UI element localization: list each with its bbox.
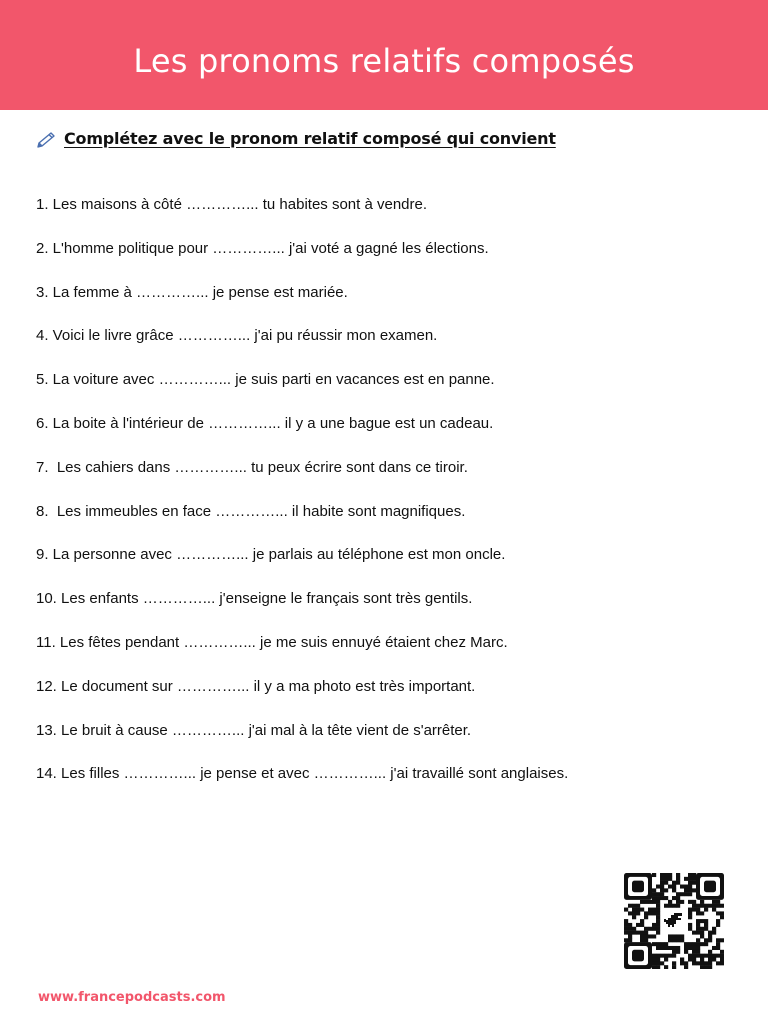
- exercise-item: 8. Les immeubles en face …………... il habite sont magnifiques.: [36, 502, 466, 520]
- exercise-item: 3. La femme à …………... je pense est mariée.: [36, 283, 348, 301]
- pencil-icon: [36, 128, 58, 148]
- page-title: Les pronoms relatifs composés: [133, 42, 635, 80]
- exercise-item: 10. Les enfants …………... j'enseigne le français sont très gentils.: [36, 590, 473, 608]
- exercise-item: 7. Les cahiers dans …………... tu peux écrire sont dans ce tiroir.: [36, 458, 468, 476]
- exercise-item: 13. Le bruit à cause …………... j'ai mal à la tête vient de s'arrêter.: [36, 721, 472, 739]
- exercise-item: 1. Les maisons à côté …………... tu habites sont à vendre.: [36, 196, 428, 213]
- exercise-item: 5. La voiture avec …………... je suis parti en vacances est en panne.: [36, 371, 495, 389]
- dinosaur-icon: [664, 913, 682, 927]
- exercise-item: 2. L'homme politique pour …………... j'ai voté a gagné les élections.: [36, 239, 489, 257]
- exercise-item: 6. La boite à l'intérieur de …………... il y a une bague est un cadeau.: [36, 414, 494, 432]
- exercise-item: 11. Les fêtes pendant …………... je me suis ennuyé étaient chez Marc.: [36, 633, 508, 651]
- page-header: [0, 0, 768, 110]
- footer-website-link[interactable]: www.francepodcasts.com: [38, 990, 226, 1005]
- exercise-item: 4. Voici le livre grâce …………... j'ai pu réussir mon examen.: [36, 327, 438, 345]
- exercise-item: 9. La personne avec …………... je parlais au téléphone est mon oncle.: [36, 546, 506, 564]
- instruction-text: Complétez avec le pronom relatif composé qui convient: [64, 128, 556, 148]
- instruction-line: [36, 128, 556, 148]
- exercise-item: 14. Les filles …………... je pense et avec …………... j'ai travaillé sont anglaises.: [36, 765, 569, 783]
- exercise-item: 12. Le document sur …………... il y a ma photo est très important.: [36, 677, 476, 695]
- qr-code-icon[interactable]: [624, 873, 724, 969]
- exercise-list: [36, 194, 568, 807]
